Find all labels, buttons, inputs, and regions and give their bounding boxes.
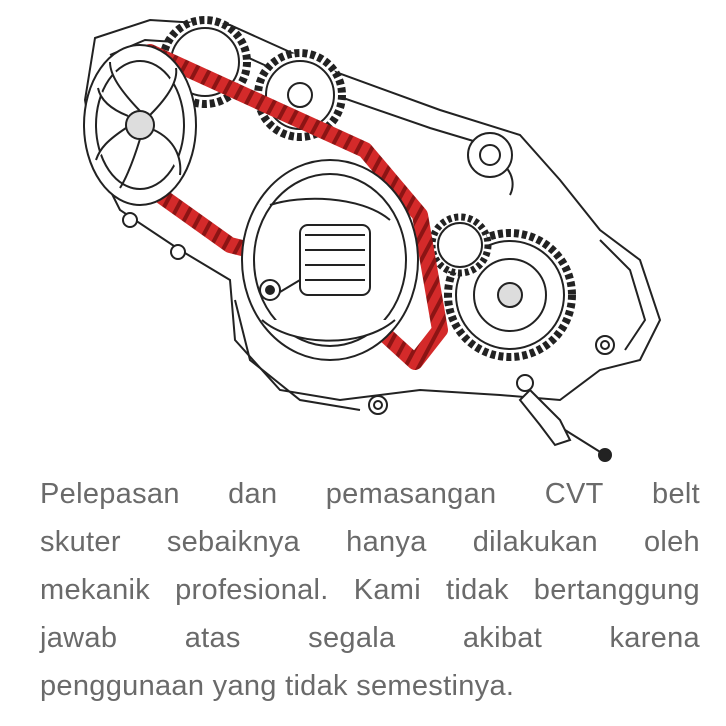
caption-word: CVT	[544, 478, 604, 510]
caption-word: atas	[184, 622, 241, 654]
caption-line-5	[40, 662, 700, 710]
caption-word: tidak	[446, 574, 509, 606]
shift-lever	[517, 375, 611, 461]
caption-word: mekanik	[40, 574, 151, 606]
caption-word: penggunaan yang tidak semestinya.	[40, 670, 515, 702]
caption-word: sebaiknya	[166, 526, 301, 558]
caption-word: Kami	[353, 574, 421, 606]
caption-line-1	[40, 470, 700, 518]
caption-line-3	[40, 566, 700, 614]
front-pulley-fan	[84, 45, 196, 205]
caption-word: pemasangan	[325, 478, 497, 510]
caption-word: profesional.	[175, 574, 329, 606]
caption-word: dan	[228, 478, 278, 510]
caption-word: skuter	[40, 526, 121, 558]
caption-word: segala	[308, 622, 396, 654]
caption-line-2	[40, 518, 700, 566]
caption-word: karena	[609, 622, 700, 654]
caption-word: dilakukan	[472, 526, 598, 558]
caption-word: belt	[652, 478, 700, 510]
caption-word: oleh	[643, 526, 700, 558]
caption-word: jawab	[40, 622, 118, 654]
middle-gear	[432, 217, 488, 273]
caption-word: akibat	[462, 622, 543, 654]
disclaimer-caption	[40, 470, 700, 720]
caption-word: Pelepasan	[40, 478, 180, 510]
caption-line-4	[40, 614, 700, 662]
caption-word: hanya	[346, 526, 427, 558]
caption-word: bertanggung	[533, 574, 700, 606]
